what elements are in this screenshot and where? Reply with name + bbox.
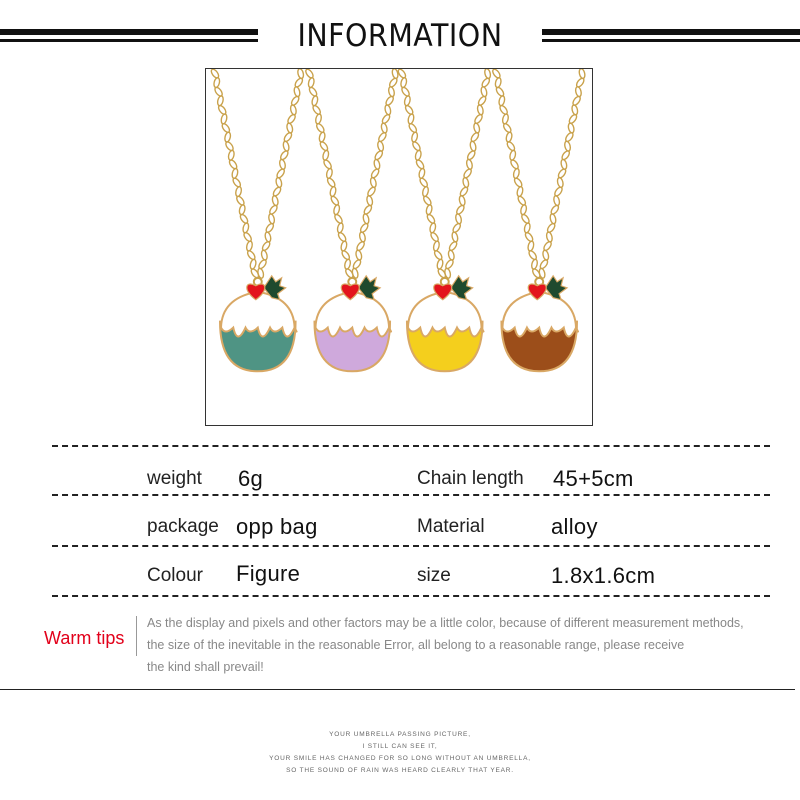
chain-link bbox=[268, 213, 275, 224]
chain-link bbox=[217, 95, 224, 106]
chain-link bbox=[425, 204, 432, 215]
footer-line: SO THE SOUND OF RAIN WAS HEARD CLEARLY THAT YEAR. bbox=[286, 767, 514, 774]
chain-link bbox=[466, 159, 473, 170]
chain-link bbox=[553, 195, 560, 206]
warm-tips-line: the kind shall prevail! bbox=[147, 660, 264, 674]
chain-link bbox=[549, 213, 556, 224]
chain-link bbox=[531, 259, 538, 270]
chain-link bbox=[575, 86, 582, 97]
table-divider bbox=[52, 494, 770, 496]
footer-line: YOUR SMILE HAS CHANGED FOR SO LONG WITHOUT AN UMBRELLA, bbox=[269, 755, 531, 762]
chain-link bbox=[308, 77, 315, 88]
chain-link bbox=[282, 141, 289, 152]
chain-link bbox=[286, 123, 293, 134]
chain-link bbox=[279, 159, 286, 170]
chain-link bbox=[494, 77, 501, 88]
chain-link bbox=[451, 232, 458, 243]
chain-link bbox=[455, 213, 462, 224]
table-divider bbox=[52, 545, 770, 547]
chain-link bbox=[415, 150, 422, 161]
chain-link bbox=[377, 141, 384, 152]
warm-tips-label: Warm tips bbox=[44, 628, 125, 648]
chain-link bbox=[246, 241, 253, 252]
chain-link bbox=[275, 177, 282, 188]
chain-link bbox=[340, 241, 347, 252]
chain-link bbox=[235, 186, 242, 197]
chain-link bbox=[404, 95, 411, 106]
chain-link bbox=[564, 141, 571, 152]
table-divider bbox=[52, 595, 770, 597]
spec-value-size: 1.8x1.6cm bbox=[551, 563, 656, 588]
chain-link bbox=[422, 186, 429, 197]
chain-link bbox=[560, 159, 567, 170]
chain-link bbox=[546, 232, 553, 243]
chain-link bbox=[429, 222, 436, 233]
chain-link bbox=[502, 113, 509, 124]
chain-link bbox=[462, 177, 469, 188]
chain-link bbox=[362, 213, 369, 224]
spec-value-weight: 6g bbox=[238, 466, 264, 491]
chain-link bbox=[505, 132, 512, 143]
chain-link bbox=[388, 86, 395, 97]
chain-link bbox=[370, 177, 377, 188]
chain-link bbox=[509, 150, 516, 161]
chain-link bbox=[458, 195, 465, 206]
chain-link bbox=[359, 232, 366, 243]
chain-link bbox=[571, 104, 578, 115]
chain-link bbox=[469, 141, 476, 152]
chain-link bbox=[224, 132, 231, 143]
chain-link bbox=[513, 168, 520, 179]
spec-label-chain-length: Chain length bbox=[417, 468, 524, 489]
page-title: INFORMATION bbox=[297, 18, 503, 54]
chain-link bbox=[231, 168, 238, 179]
footer-line: I STILL CAN SEE IT, bbox=[362, 743, 438, 750]
warm-tips-divider bbox=[136, 616, 137, 656]
chain-link bbox=[384, 104, 391, 115]
section-divider bbox=[0, 689, 795, 690]
header-bars-right bbox=[542, 29, 800, 43]
chain-link bbox=[373, 159, 380, 170]
chain-link bbox=[261, 250, 268, 261]
chain-link bbox=[272, 195, 279, 206]
warm-tips-line: the size of the inevitable in the reasonable Error, all belong to a reasonable range, please receive bbox=[147, 638, 685, 652]
chain-link bbox=[238, 204, 245, 215]
chain-link bbox=[326, 168, 333, 179]
chain-link bbox=[315, 113, 322, 124]
chain-link bbox=[228, 150, 235, 161]
chain-link bbox=[567, 123, 574, 134]
footer-line: YOUR UMBRELLA PASSING PICTURE, bbox=[329, 731, 471, 738]
chain-link bbox=[333, 204, 340, 215]
chain-link bbox=[264, 232, 271, 243]
chain-link bbox=[290, 104, 297, 115]
spec-value-colour: Figure bbox=[236, 561, 301, 586]
chain-link bbox=[436, 259, 443, 270]
spec-value-package: opp bag bbox=[236, 514, 318, 539]
table-divider bbox=[52, 445, 770, 447]
chain-link bbox=[473, 123, 480, 134]
chain-link bbox=[527, 241, 534, 252]
chain-link bbox=[498, 95, 505, 106]
chain-link bbox=[411, 132, 418, 143]
chain-link bbox=[480, 86, 487, 97]
chain-link bbox=[557, 177, 564, 188]
spec-value-chain-length: 45+5cm bbox=[553, 466, 634, 491]
chain-link bbox=[344, 259, 351, 270]
chain-link bbox=[433, 241, 440, 252]
chain-link bbox=[242, 222, 249, 233]
spec-label-colour: Colour bbox=[147, 565, 203, 586]
product-photo bbox=[205, 68, 593, 426]
chain-link bbox=[293, 86, 300, 97]
spec-label-weight: weight bbox=[147, 468, 202, 489]
chain-link bbox=[400, 77, 407, 88]
chain-link bbox=[516, 186, 523, 197]
chain-link bbox=[477, 104, 484, 115]
spec-label-size: size bbox=[417, 565, 451, 586]
chain-link bbox=[311, 95, 318, 106]
chain-link bbox=[337, 222, 344, 233]
pudding-necklaces-illustration bbox=[206, 69, 592, 425]
chain-link bbox=[520, 204, 527, 215]
chain-link bbox=[542, 250, 549, 261]
spec-label-package: package bbox=[147, 516, 219, 537]
chain-link bbox=[407, 113, 414, 124]
chain-link bbox=[322, 150, 329, 161]
chain-link bbox=[381, 123, 388, 134]
chain-link bbox=[249, 259, 256, 270]
chain-link bbox=[524, 222, 531, 233]
chain-link bbox=[213, 77, 220, 88]
chain-link bbox=[418, 168, 425, 179]
chain-link bbox=[355, 250, 362, 261]
chain-link bbox=[329, 186, 336, 197]
spec-label-material: Material bbox=[417, 516, 485, 537]
spec-value-material: alloy bbox=[551, 514, 598, 539]
chain-link bbox=[220, 113, 227, 124]
chain-link bbox=[366, 195, 373, 206]
header-bars-left bbox=[0, 29, 258, 43]
warm-tips-line: As the display and pixels and other factors may be a little color, because of different measurement methods, bbox=[147, 616, 744, 630]
chain-link bbox=[318, 132, 325, 143]
chain-link bbox=[448, 250, 455, 261]
